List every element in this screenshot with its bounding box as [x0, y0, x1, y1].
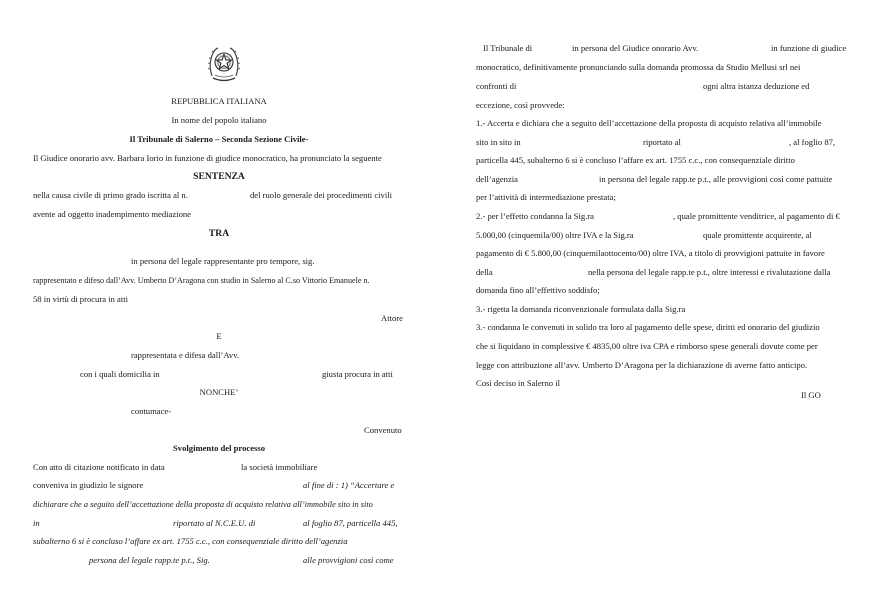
judge-line: Il Giudice onorario avv. Barbara Iorio in funzione di giudice monocratico, ha pronunciato la seguente [33, 153, 382, 163]
defendant-role: Convenuto [364, 425, 402, 435]
decision-2-line-4b: nella persona del legale rapp.te p.t., oltre interessi e rivalutazione dalla [588, 267, 831, 277]
cause-line-1a: nella causa civile di primo grado iscritta al n. [33, 190, 188, 200]
decision-2-line-1a: 2.- per l’effetto condanna la Sig.ra [476, 211, 594, 221]
facts-line-4b: riportato al N.C.E.U. di [173, 518, 256, 528]
decision-2-line-2b: quale promittente acquirente, al [703, 230, 812, 240]
contumace-label: contumace- [131, 406, 172, 416]
plaintiff-line-2: rappresentato e difeso dall’Avv. Umberto D’Aragona con studio in Salerno al C.so Vittorio Emanuele n. [33, 276, 370, 285]
decision-4-line-2: che si liquidano in complessive € 4835,00 oltre iva CPA e rimborso spese generali dovute come per [476, 341, 818, 351]
tra-heading: TRA [208, 228, 230, 239]
closing-line: Così deciso in Salerno il [476, 378, 561, 388]
decision-1-line-5: per l’attività di intermediazione prestata; [476, 192, 616, 202]
and-separator: E [216, 331, 222, 341]
intro-line-1b: in persona del Giudice onorario Avv. [572, 43, 699, 53]
facts-line-3: dichiarare che a seguito dell’accettazione della proposta di acquisto relativa all’immobile sito in sito [33, 500, 373, 509]
intro-line-3b: ogni altra istanza deduzione ed [703, 81, 810, 91]
decision-4-line-1: 3.- condanna le convenuti in solido tra loro al pagamento delle spese, diritti ed onorario del giudizio [476, 322, 820, 332]
cause-line-1b: del ruolo generale dei procedimenti civili [250, 190, 392, 200]
decision-1-line-1: 1.- Accerta e dichiara che a seguito dell’accettazione della proposta di acquisto relativa all’immobile [476, 118, 822, 128]
decision-4-line-3: legge con attribuzione all’avv. Umberto D’Aragona per la dichiarazione di averne fatto anticipo. [476, 360, 808, 370]
decision-1-line-2b: riportato al [643, 137, 681, 147]
facts-line-4a: in [33, 518, 40, 528]
intro-line-1c: in funzione di giudice [771, 43, 847, 53]
facts-line-6a: persona del legale rapp.te p.t., Sig. [89, 555, 210, 565]
nonche-heading: NONCHE’ [199, 387, 239, 397]
decision-1-line-3: particella 445, subalterno 6 si è concluso l’affare ex art. 1755 c.c., con consequenziale diritto [476, 155, 795, 165]
decision-3-line: 3.- rigetta la domanda riconvenzionale formulata dalla Sig.ra [476, 304, 686, 314]
facts-line-6b: alle provvigioni così come [303, 555, 394, 565]
intro-line-1a: Il Tribunale di [483, 43, 533, 53]
italian-republic-emblem-icon [206, 42, 242, 84]
defendant-line-1: rappresentata e difesa dall’Avv. [131, 350, 240, 360]
signature-label: Il GO [801, 390, 821, 400]
defendant-line-2b: giusta procura in atti [322, 369, 393, 379]
intro-line-2: monocratico, definitivamente pronunciando sulla domanda promossa da Studio Mellusi srl nei [476, 62, 801, 72]
decision-1-line-2a: sito in sito in [476, 137, 521, 147]
decision-2-line-5: domanda fino all’effettivo soddisfo; [476, 285, 600, 295]
plaintiff-role: Attore [381, 313, 403, 323]
people-heading: In nome del popolo italiano [171, 115, 267, 125]
republic-heading: REPUBBLICA ITALIANA [171, 96, 267, 106]
facts-line-5: subalterno 6 si è concluso l’affare ex art. 1755 c.c., con consequenziale diritto dell’agenzia [33, 536, 348, 546]
decision-2-line-3: pagamento di € 5.800,00 (cinquemilaottocento/00) oltre IVA, a titolo di provvigioni pattuite in favore [476, 248, 825, 258]
decision-2-line-1b: , quale promittente venditrice, al pagamento di € [673, 211, 840, 221]
facts-heading: Svolgimento del processo [173, 443, 265, 453]
decision-1-line-4b: in persona del legale rapp.te p.t., alle provvigioni così come pattuite [599, 174, 833, 184]
facts-line-1a: Con atto di citazione notificato in data [33, 462, 165, 472]
facts-line-4c: al foglio 87, particella 445, [303, 518, 398, 528]
intro-line-3a: confronti di [476, 81, 517, 91]
cause-line-2: avente ad oggetto inadempimento mediazione [33, 209, 191, 219]
facts-line-1b: la società immobiliare [241, 462, 318, 472]
sentence-title: SENTENZA [193, 171, 245, 182]
plaintiff-line-3: 58 in virtù di procura in atti [33, 294, 128, 304]
decision-1-line-4a: dell’agenzia [476, 174, 518, 184]
decision-2-line-2a: 5.000,00 (cinquemila/00) oltre IVA e la Sig.ra [476, 230, 634, 240]
decision-1-line-2c: , al foglio 87, [789, 137, 836, 147]
facts-line-2a: conveniva in giudizio le signore [33, 480, 144, 490]
facts-line-2b: al fine di : 1) “Accertare e [303, 480, 395, 490]
intro-line-4: eccezione, così provvede: [476, 100, 565, 110]
decision-2-line-4a: della [476, 267, 493, 277]
court-heading: Il Tribunale di Salerno – Seconda Sezione Civile- [129, 134, 309, 144]
plaintiff-line-1: in persona del legale rappresentante pro tempore, sig. [131, 256, 315, 266]
defendant-line-2a: con i quali domicilia in [80, 369, 160, 379]
